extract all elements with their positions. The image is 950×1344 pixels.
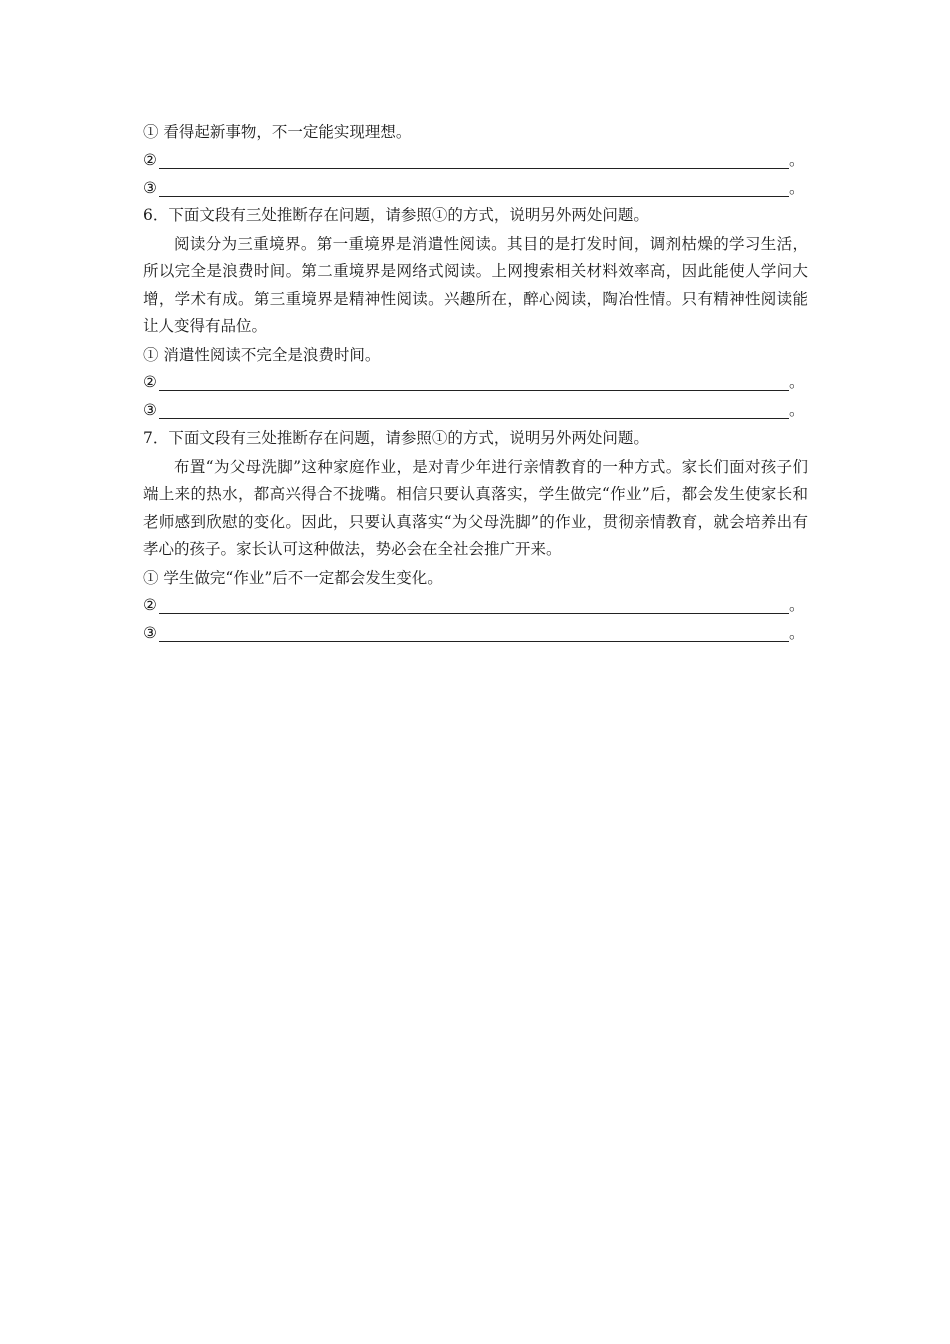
s5-answer-3-row <box>143 176 803 200</box>
s7-answer-2-period: 。 <box>789 596 805 614</box>
s6-answer-1: ① 消遣性阅读不完全是浪费时间。 <box>143 346 381 364</box>
s5-answer-2-blank-line[interactable] <box>159 148 789 169</box>
s6-answer-2-period: 。 <box>789 373 805 391</box>
s7-answer-2-blank-line[interactable] <box>159 593 789 614</box>
s7-answer-2-row <box>143 593 803 617</box>
s6-answer-3-period: 。 <box>789 401 805 419</box>
s6-answer-2-number: ② <box>143 373 157 391</box>
s6-answer-3-blank-line[interactable] <box>159 398 789 419</box>
s6-question: 6．下面文段有三处推断存在问题，请参照①的方式，说明另外两处问题。 <box>143 206 649 224</box>
s7-answer-1: ① 学生做完“作业”后不一定都会发生变化。 <box>143 569 443 587</box>
s6-answer-2-row <box>143 370 803 394</box>
s7-answer-2-number: ② <box>143 596 157 614</box>
s7-answer-3-number: ③ <box>143 624 157 642</box>
s6-answer-2-blank-line[interactable] <box>159 370 789 391</box>
s5-answer-3-blank-line[interactable] <box>159 176 789 197</box>
s5-answer-3-number: ③ <box>143 179 157 197</box>
s7-passage: 布置“为父母洗脚”这种家庭作业，是对青少年进行亲情教育的一种方式。家长们面对孩子们端上来的热水，都高兴得合不拢嘴。相信只要认真落实，学生做完“作业”后，都会发生使家长和老师感到欣慰的变化。因此，只要认真落实“为父母洗脚”的作业，贯彻亲情教育，就会培养出有孝心的孩子。家长认可这种做法，势必会在全社会推广开来。 <box>143 458 808 558</box>
s5-answer-1: ① 看得起新事物，不一定能实现理想。 <box>143 123 412 141</box>
s5-answer-2-period: 。 <box>789 151 805 169</box>
s6-answer-3-number: ③ <box>143 401 157 419</box>
s5-answer-2-number: ② <box>143 151 157 169</box>
s6-answer-3-row <box>143 398 803 422</box>
s7-question: 7．下面文段有三处推断存在问题，请参照①的方式，说明另外两处问题。 <box>143 429 649 447</box>
s7-answer-3-blank-line[interactable] <box>159 621 789 642</box>
s6-passage: 阅读分为三重境界。第一重境界是消遣性阅读。其目的是打发时间，调剂枯燥的学习生活，所以完全是浪费时间。第二重境界是网络式阅读。上网搜索相关材料效率高，因此能使人学问大增，学术有成。第三重境界是精神性阅读。兴趣所在，醉心阅读，陶冶性情。只有精神性阅读能让人变得有品位。 <box>143 235 808 335</box>
s5-answer-3-period: 。 <box>789 179 805 197</box>
s5-answer-2-row <box>143 148 803 172</box>
s7-answer-3-period: 。 <box>789 624 805 642</box>
s7-answer-3-row <box>143 621 803 645</box>
